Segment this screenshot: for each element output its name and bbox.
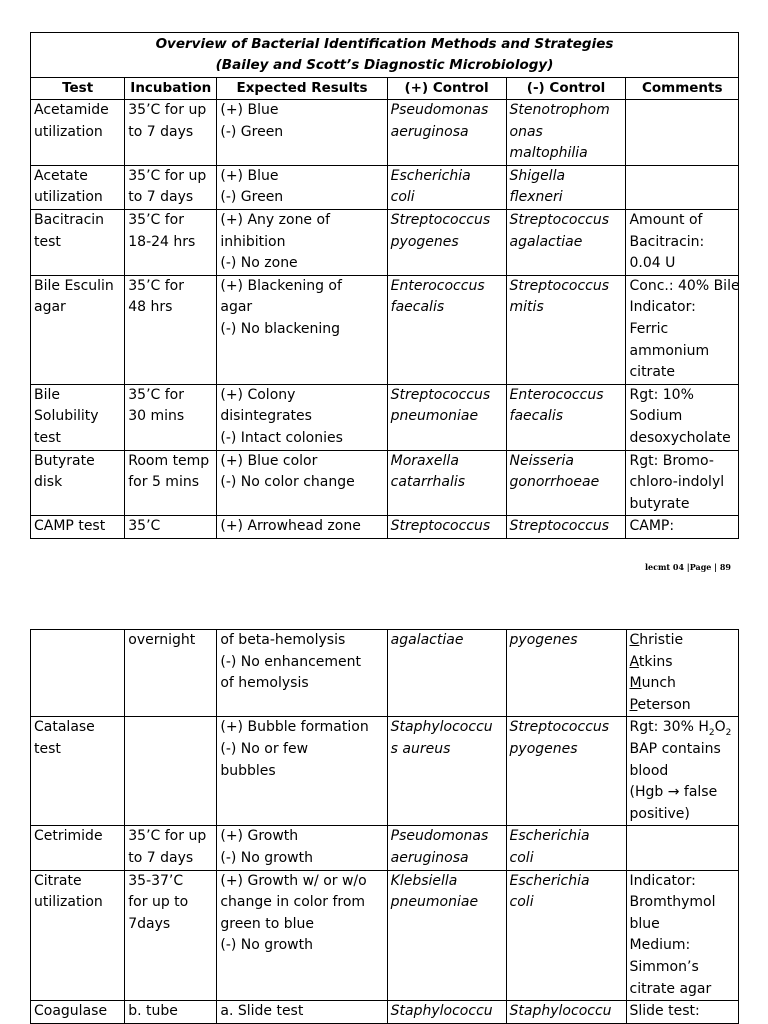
cell-line: Enterococcus <box>390 277 485 294</box>
positive-control-cell <box>387 384 506 450</box>
cell-line: Butyrate <box>34 452 95 469</box>
cell-line: onas <box>509 123 543 140</box>
cell-line: catarrhalis <box>390 474 466 491</box>
cell-line: Acetate <box>34 167 88 184</box>
cell-line: Pseudomonas <box>390 828 489 845</box>
cell-line: Amount of <box>629 211 703 228</box>
incubation-cell <box>125 450 217 516</box>
cell-line: butyrate <box>629 495 690 512</box>
cell-line: Bile Esculin <box>34 277 114 294</box>
cell-line: mitis <box>509 299 544 316</box>
cell-line: green to blue <box>220 915 315 932</box>
camp-acronym-line <box>630 652 736 674</box>
table-row <box>31 100 739 166</box>
negative-control-cell <box>506 870 626 1001</box>
camp-acronym-line <box>630 630 736 652</box>
cell-line: coli <box>390 189 415 206</box>
table-row <box>31 165 739 209</box>
cell-line: Neisseria <box>509 452 574 469</box>
cell-line: faecalis <box>509 408 564 425</box>
comments-cell <box>626 275 739 384</box>
cell-line: (+) Blackening of <box>220 277 342 294</box>
header-negative-control: (-) Control <box>506 78 626 100</box>
table-row <box>31 717 739 826</box>
cell-line: aeruginosa <box>390 123 469 140</box>
cell-line: (+) Growth <box>220 828 299 845</box>
identification-table-page-89 <box>30 32 739 539</box>
cell-line: (+) Growth w/ or w/o <box>220 872 367 889</box>
cell-line: pneumoniae <box>390 894 479 911</box>
test-cell <box>31 826 125 870</box>
table-title-row <box>31 33 739 78</box>
negative-control-cell <box>506 450 626 516</box>
cell-line: (-) No growth <box>220 937 313 954</box>
acronym-rest: unch <box>641 675 676 692</box>
incubation-cell <box>125 275 217 384</box>
cell-line: for up to <box>128 894 189 911</box>
table-title <box>31 33 739 78</box>
results-cell <box>217 630 387 717</box>
cell-line: pneumoniae <box>390 408 479 425</box>
test-cell <box>31 630 125 717</box>
cell-line: Cetrimide <box>34 828 103 845</box>
cell-line: Moraxella <box>390 452 459 469</box>
cell-line: Streptococcus <box>390 386 491 403</box>
cell-line: pyogenes <box>390 233 459 250</box>
cell-line: agalactiae <box>390 632 464 648</box>
cell-line: Indicator: <box>629 299 696 316</box>
cell-line: citrate <box>629 364 675 381</box>
cell-line: blue <box>629 915 660 932</box>
cell-line: Escherichia <box>509 828 590 845</box>
negative-control-cell <box>506 516 626 539</box>
cell-line: inhibition <box>220 233 286 250</box>
comments-cell <box>626 209 739 275</box>
cell-line: (-) Green <box>220 189 284 206</box>
cell-line: (-) No color change <box>220 474 355 491</box>
cell-line: of beta-hemolysis <box>220 632 346 648</box>
comments-cell <box>626 870 739 1001</box>
reagent-text: Rgt: 30% H <box>629 719 709 736</box>
cell-line: coli <box>509 849 534 866</box>
positive-control-cell <box>387 630 506 717</box>
cell-line: ammonium <box>629 342 710 359</box>
table-row <box>31 826 739 870</box>
cell-line: Medium: <box>629 937 691 954</box>
cell-line: Room temp <box>128 452 210 469</box>
incubation-cell <box>125 384 217 450</box>
cell-line: (-) No zone <box>220 255 298 272</box>
cell-line: chloro-indolyl <box>629 474 725 491</box>
comments-cell <box>626 630 739 717</box>
reagent-line <box>630 717 736 739</box>
cell-line: pyogenes <box>509 632 578 648</box>
cell-line: disintegrates <box>220 408 312 425</box>
comments-cell <box>626 384 739 450</box>
table-row <box>31 450 739 516</box>
acronym-letter: C <box>629 632 640 648</box>
negative-control-cell <box>506 717 626 826</box>
test-cell <box>31 100 125 166</box>
cell-line: (-) Intact colonies <box>220 429 343 446</box>
subscript: 2 <box>708 728 715 739</box>
cell-line: Streptococcus <box>509 277 610 294</box>
positive-control-cell <box>387 165 506 209</box>
table-row <box>31 870 739 1001</box>
cell-line: flexneri <box>509 189 563 206</box>
positive-control-cell <box>387 450 506 516</box>
cell-line: 18-24 hrs <box>128 233 196 250</box>
results-cell <box>217 165 387 209</box>
cell-line: (+) Arrowhead zone <box>220 518 361 535</box>
positive-control-cell <box>387 870 506 1001</box>
cell-line: (-) No enhancement <box>220 653 362 670</box>
cell-line: Sodium <box>629 408 683 425</box>
cell-line: coli <box>509 894 534 911</box>
page2-table-body <box>31 826 739 1023</box>
cell-line: Solubility <box>34 408 99 425</box>
negative-control-cell <box>506 384 626 450</box>
cell-line: of hemolysis <box>220 675 309 692</box>
results-cell <box>217 516 387 539</box>
cell-line: agar <box>220 299 253 316</box>
cell-line: test <box>34 429 61 446</box>
results-cell <box>217 275 387 384</box>
positive-control-cell <box>387 209 506 275</box>
cell-line: Escherichia <box>390 167 471 184</box>
cell-line: Bile <box>34 386 60 403</box>
cell-line: Stenotrophom <box>509 102 610 118</box>
cell-line: Staphylococcu <box>390 719 493 736</box>
cell-line: agalactiae <box>509 233 583 250</box>
cell-line: 35’C for <box>128 277 184 294</box>
cell-line: 48 hrs <box>128 299 173 316</box>
comments-cell <box>626 1001 739 1024</box>
acronym-letter: A <box>629 653 639 670</box>
cell-line: Acetamide <box>34 102 109 118</box>
test-cell <box>31 275 125 384</box>
header-incubation: Incubation <box>125 78 217 100</box>
table-header-row <box>31 78 739 100</box>
test-cell <box>31 384 125 450</box>
incubation-cell <box>125 870 217 1001</box>
cell-line: aeruginosa <box>390 849 469 866</box>
cell-line: 35’C for up <box>128 828 207 845</box>
results-cell <box>217 384 387 450</box>
cell-line: change in color from <box>220 894 366 911</box>
test-cell <box>31 870 125 1001</box>
cell-line: Indicator: <box>629 872 696 889</box>
results-cell <box>217 717 387 826</box>
test-cell <box>31 209 125 275</box>
cell-line: (-) Green <box>220 123 284 140</box>
acronym-letter: M <box>629 675 642 692</box>
results-cell <box>217 450 387 516</box>
cell-line: Streptococcus <box>509 211 610 228</box>
header-positive-control: (+) Control <box>387 78 506 100</box>
negative-control-cell <box>506 100 626 166</box>
cell-line: (Hgb → false <box>629 784 718 801</box>
negative-control-cell <box>506 165 626 209</box>
cell-line: (+) Blue <box>220 167 279 184</box>
cell-line: Slide test: <box>629 1003 700 1020</box>
negative-control-cell <box>506 1001 626 1024</box>
cell-line: Bacitracin: <box>629 233 705 250</box>
cell-line: agar <box>34 299 66 316</box>
cell-line: utilization <box>34 894 103 911</box>
positive-control-cell <box>387 717 506 826</box>
cell-line: to 7 days <box>128 123 194 140</box>
cell-line: CAMP: <box>629 518 675 535</box>
page1-table-body <box>31 100 739 539</box>
table-row <box>31 384 739 450</box>
positive-control-cell <box>387 1001 506 1024</box>
positive-control-cell <box>387 826 506 870</box>
cell-line: Citrate <box>34 872 82 889</box>
incubation-cell <box>125 516 217 539</box>
cell-line: (+) Bubble formation <box>220 719 369 736</box>
comments-cell <box>626 516 739 539</box>
cell-line: Staphylococcu <box>390 1003 493 1020</box>
incubation-cell <box>125 826 217 870</box>
comments-cell <box>626 450 739 516</box>
header-expected-results: Expected Results <box>217 78 387 100</box>
results-cell <box>217 870 387 1001</box>
cell-line: Enterococcus <box>509 386 604 403</box>
cell-line: to 7 days <box>128 189 194 206</box>
test-cell <box>31 1001 125 1024</box>
results-cell <box>217 1001 387 1024</box>
cell-line: (-) No or few <box>220 740 309 757</box>
comments-cell <box>626 826 739 870</box>
cell-line: s aureus <box>390 740 451 757</box>
incubation-cell <box>125 165 217 209</box>
incubation-cell <box>125 100 217 166</box>
cell-line: to 7 days <box>128 849 194 866</box>
cell-line: (+) Blue color <box>220 452 318 469</box>
cell-line: 35’C for up <box>128 102 207 118</box>
cell-line: Conc.: 40% Bile <box>629 277 740 294</box>
cell-line: (+) Blue <box>220 102 279 118</box>
negative-control-cell <box>506 826 626 870</box>
cell-line: Escherichia <box>509 872 590 889</box>
cell-line: Bromthymol <box>629 894 716 911</box>
cell-line: Streptococcus <box>509 518 610 535</box>
cell-line: 0.04 U <box>629 255 676 272</box>
cell-line: maltophilia <box>509 145 588 162</box>
reagent-text: O <box>714 719 726 736</box>
cell-line: Klebsiella <box>390 872 458 889</box>
cell-line: positive) <box>629 805 690 822</box>
cell-line: overnight <box>128 632 196 648</box>
cell-line: Streptococcus <box>509 719 610 736</box>
test-cell <box>31 165 125 209</box>
table-row <box>31 516 739 539</box>
comments-cell <box>626 165 739 209</box>
cell-line: 35’C for <box>128 211 184 228</box>
cell-line: Bacitracin <box>34 211 105 228</box>
camp-acronym-line <box>630 695 736 717</box>
acronym-rest: hristie <box>639 632 684 648</box>
table-title-line-2: (Bailey and Scott’s Diagnostic Microbiology) <box>215 57 554 73</box>
header-comments: Comments <box>626 78 739 100</box>
positive-control-cell <box>387 275 506 384</box>
cell-line: Pseudomonas <box>390 102 489 118</box>
cell-line: blood <box>629 762 669 779</box>
table-row <box>31 209 739 275</box>
cell-line: utilization <box>34 123 103 140</box>
cell-line: Staphylococcu <box>509 1003 612 1020</box>
cell-line: for 5 mins <box>128 474 200 491</box>
negative-control-cell <box>506 209 626 275</box>
cell-line: utilization <box>34 189 103 206</box>
header-test: Test <box>31 78 125 100</box>
acronym-rest: eterson <box>637 696 691 713</box>
cell-line: faecalis <box>390 299 445 316</box>
incubation-cell <box>125 717 217 826</box>
incubation-cell <box>125 209 217 275</box>
cell-line: pyogenes <box>509 740 578 757</box>
test-cell <box>31 450 125 516</box>
table-row <box>31 1001 739 1024</box>
incubation-cell <box>125 1001 217 1024</box>
cell-line: Streptococcus <box>390 518 491 535</box>
cell-line: BAP contains <box>629 740 721 757</box>
cell-line: Rgt: Bromo- <box>629 452 714 469</box>
cell-line: 35’C <box>128 518 161 535</box>
camp-acronym-line <box>630 673 736 695</box>
identification-table-page-90 <box>30 629 739 1024</box>
negative-control-cell <box>506 630 626 717</box>
cell-line: 35-37’C <box>128 872 184 889</box>
incubation-cell <box>125 630 217 717</box>
positive-control-cell <box>387 516 506 539</box>
page-footer: lecmt 04 |Page | 89 <box>644 562 731 572</box>
cell-line: test <box>34 233 61 250</box>
cell-line: bubbles <box>220 762 276 779</box>
cell-line: (+) Any zone of <box>220 211 330 228</box>
cell-line: desoxycholate <box>629 429 731 446</box>
cell-line: (-) No blackening <box>220 320 341 337</box>
cell-line: Rgt: 10% <box>629 386 694 403</box>
test-cell <box>31 516 125 539</box>
acronym-rest: tkins <box>638 653 673 670</box>
results-cell <box>217 826 387 870</box>
cell-line: disk <box>34 474 63 491</box>
cell-line: Ferric <box>629 320 669 337</box>
cell-line: (+) Colony <box>220 386 296 403</box>
cell-line: gonorrhoeae <box>509 474 600 491</box>
cell-line: Catalase <box>34 719 95 736</box>
test-cell <box>31 717 125 826</box>
cell-line: Streptococcus <box>390 211 491 228</box>
cell-line: 35’C for <box>128 386 184 403</box>
subscript: 2 <box>725 728 732 739</box>
cell-line: Shigella <box>509 167 566 184</box>
comments-cell <box>626 717 739 826</box>
table-title-line-1: Overview of Bacterial Identification Methods and Strategies <box>155 36 614 52</box>
cell-line: 7days <box>128 915 171 932</box>
results-cell <box>217 100 387 166</box>
cell-line: Simmon’s <box>629 958 699 975</box>
cell-line: a. Slide test <box>220 1003 304 1020</box>
cell-line: Coagulase <box>34 1003 108 1020</box>
negative-control-cell <box>506 275 626 384</box>
comments-cell <box>626 100 739 166</box>
cell-line: CAMP test <box>34 518 106 535</box>
positive-control-cell <box>387 100 506 166</box>
acronym-letter: P <box>629 696 638 713</box>
cell-line: citrate agar <box>629 980 712 997</box>
cell-line: test <box>34 740 61 757</box>
cell-line: b. tube <box>128 1003 178 1020</box>
table-row <box>31 275 739 384</box>
cell-line: (-) No growth <box>220 849 313 866</box>
cell-line: 30 mins <box>128 408 185 425</box>
cell-line: 35’C for up <box>128 167 207 184</box>
results-cell <box>217 209 387 275</box>
table-row <box>31 630 739 717</box>
